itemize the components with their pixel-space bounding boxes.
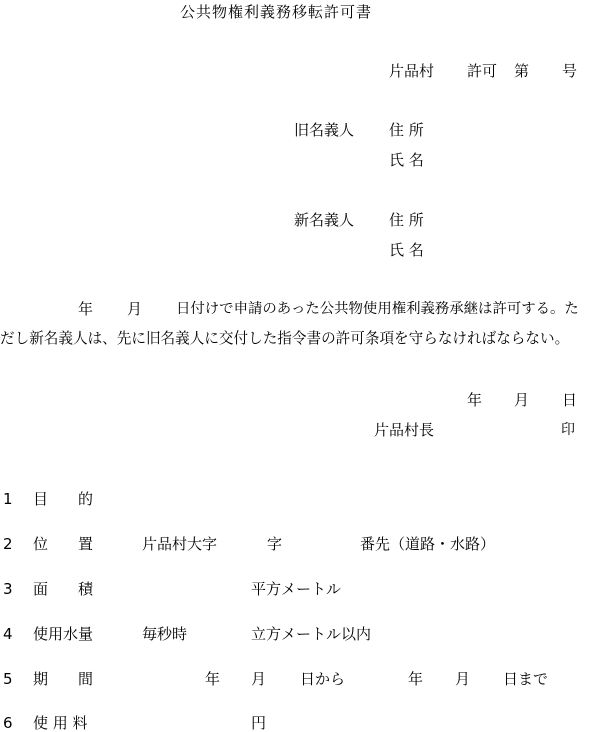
former-holder-name-label: 氏 名: [389, 151, 424, 169]
item-5-to-day: 日まで: [503, 670, 549, 688]
item-3-unit: 平方メートル: [251, 580, 342, 598]
item-5-to-year: 年: [408, 670, 424, 688]
date-month: 月: [514, 391, 530, 409]
body-line-1-text: 日付けで申請のあった公共物使用権利義務承継は許可する。た: [176, 301, 579, 317]
item-4-label: 使用水量: [33, 625, 94, 643]
item-6-number: 6: [3, 714, 13, 732]
item-5-label: 期 間: [33, 670, 94, 688]
former-holder-address-label: 住 所: [389, 121, 424, 139]
date-year: 年: [467, 391, 483, 409]
item-2-number: 2: [3, 535, 13, 553]
former-holder-label: 旧名義人: [294, 121, 355, 139]
body-year: 年: [78, 300, 94, 318]
seal-mark: 印: [561, 422, 575, 438]
new-holder-name-label: 氏 名: [389, 241, 424, 259]
item-6-unit: 円: [251, 714, 267, 732]
item-1-number: 1: [3, 490, 13, 508]
item-5-from-day: 日から: [300, 670, 346, 688]
item-2-village-district: 片品村大字: [142, 535, 218, 553]
item-3-number: 3: [3, 580, 13, 598]
item-5-number: 5: [3, 670, 13, 688]
item-4-unit: 立方メートル以内: [251, 625, 372, 643]
permit-village: 片品村: [389, 62, 435, 80]
body-line-2-text: だし新名義人は、先に旧名義人に交付した指令書の許可条項を守らなければならない。: [0, 330, 570, 347]
permit-label: 許可: [467, 62, 498, 80]
item-4-rate: 毎秒時: [142, 625, 188, 643]
new-holder-address-label: 住 所: [389, 211, 424, 229]
document-title: 公共物権利義務移転許可書: [180, 3, 373, 21]
item-3-label: 面 積: [33, 580, 94, 598]
item-4-number: 4: [3, 625, 13, 643]
item-5-from-year: 年: [205, 670, 221, 688]
date-day: 日: [562, 391, 578, 409]
item-2-aza: 字: [267, 535, 283, 553]
item-2-lot-suffix: 番先（道路・水路）: [360, 535, 496, 553]
issuer-title: 片品村長: [374, 421, 435, 439]
item-1-label: 目 的: [33, 490, 94, 508]
permit-number-prefix: 第: [514, 62, 530, 80]
item-5-from-month: 月: [251, 670, 267, 688]
body-month: 月: [127, 300, 143, 318]
item-6-label: 使 用 料: [33, 714, 88, 732]
permit-number-suffix: 号: [562, 62, 578, 80]
item-5-to-month: 月: [455, 670, 471, 688]
new-holder-label: 新名義人: [294, 211, 355, 229]
item-2-label: 位 置: [33, 535, 94, 553]
